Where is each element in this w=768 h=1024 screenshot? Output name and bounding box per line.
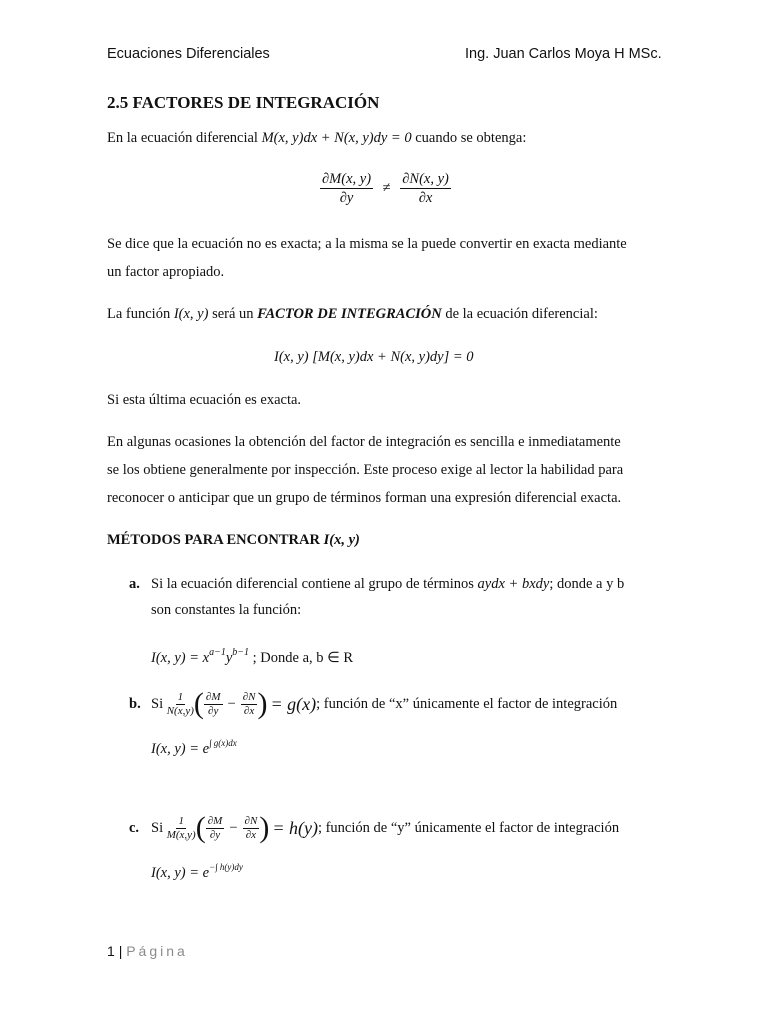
section-title: 2.5 FACTORES DE INTEGRACIÓN xyxy=(107,93,380,112)
paragraph-inspection-line3: reconocer o anticipar que un grupo de términos forman una expresión diferencial exacta. xyxy=(107,490,622,506)
method-c-condition: Si $\frac{1}{M(x,y)}$ ( $\frac{\partial M}{\partial y}$ − $\frac{\partial N}{\partial x}$ ) = h(y) ; función de “y” únicamente el factor de integración xyxy=(151,811,620,844)
method-b-marker: b. xyxy=(129,696,141,712)
method-a-line2: son constantes la función: xyxy=(151,602,302,618)
methods-title: MÉTODOS PARA ENCONTRAR I(x, y) xyxy=(107,532,360,548)
method-c-factor: I(x, $y) = e^{-\int h(y)dy}$ xyxy=(151,862,243,881)
paragraph-inspection-line2: se los obtiene generalmente por inspección. Este proceso exige al lector la habilidad para xyxy=(107,462,624,478)
exactness-condition xyxy=(320,170,451,207)
page-footer xyxy=(107,943,188,959)
factor-equation: I(x, y) [M(x, y)dx + N(x, y)dy] = 0 xyxy=(274,349,474,365)
method-b-coefficient: $\frac{1}{N(x,y)}$ xyxy=(166,690,194,717)
method-a-line1: Si la ecuación diferencial contiene al grupo de términos aydx + bxdy; donde a y b xyxy=(151,576,625,592)
function-variable: I(x, y) xyxy=(173,306,209,322)
footer-separator: | xyxy=(118,943,123,959)
intro-paragraph xyxy=(107,128,526,148)
method-c-marker: c. xyxy=(129,820,140,836)
paragraph-function: La función I(x, y) será un FACTOR DE INTEGRACIÓN de la ecuación diferencial: xyxy=(107,306,598,322)
header-right: Ing. Juan Carlos Moya H MSc. xyxy=(465,46,662,62)
intro-after: cuando se obtenga: xyxy=(415,130,527,146)
integration-factor-term: FACTOR DE INTEGRACIÓN xyxy=(257,306,442,322)
method-b-condition: Si $\frac{1}{N(x,y)}$ ( $\frac{\partial M}{\partial y}$ − $\frac{\partial N}{\partial x}$ ) = g(x) ; función de “x” únicamente el factor de integración xyxy=(151,687,618,720)
paragraph-last-equation: Si esta última ecuación es exacta. xyxy=(107,392,302,408)
not-equal-symbol: ≠ xyxy=(382,179,391,196)
method-b-result: = g(x) xyxy=(270,694,317,714)
method-c-coefficient: $\frac{1}{M(x,y)}$ xyxy=(166,814,196,841)
page-label: Página xyxy=(126,943,188,959)
paragraph-not-exact-line2: un factor apropiado. xyxy=(107,264,225,280)
method-a-formula: I(x, $y) = x^{a-1}y^{b-1}$ ; Donde a, b ∈ R xyxy=(151,647,354,666)
method-a-terms: aydx + bxdy xyxy=(477,576,550,592)
fraction-dN-dx: $\frac{\partial N(x, y)}{\partial x}$ xyxy=(402,171,449,206)
intro-equation: M(x, y)dx + N(x, y)dy = 0 xyxy=(261,130,412,146)
fraction-dM-dy: $\frac{\partial M(x, y)}{\partial y}$ xyxy=(322,171,372,206)
paragraph-inspection-line1: En algunas ocasiones la obtención del factor de integración es sencilla e inmediatamente xyxy=(107,434,621,450)
header-left: Ecuaciones Diferenciales xyxy=(107,46,270,62)
method-c-result: = h(y) xyxy=(272,818,318,838)
method-a-marker: a. xyxy=(129,576,140,592)
method-b-factor: I(x, $y) = e^{\int g(x)dx}$ xyxy=(151,738,237,757)
intro-before: En la ecuación diferencial xyxy=(107,130,258,146)
paragraph-not-exact-line1: Se dice que la ecuación no es exacta; a la misma se la puede convertir en exacta mediante xyxy=(107,236,627,252)
page-number: 1 xyxy=(107,943,115,959)
